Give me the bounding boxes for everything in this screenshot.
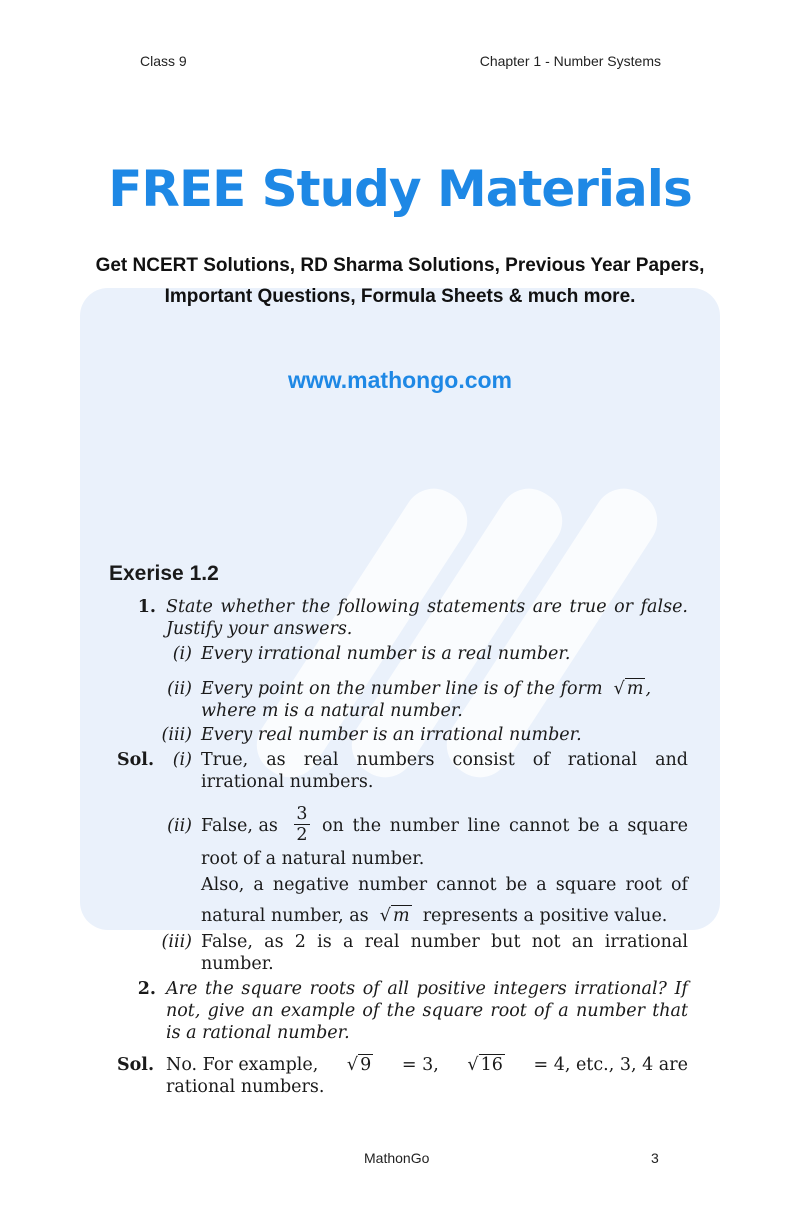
sqrt-9-radicand: 9 [360, 1055, 372, 1075]
header-class-label: Class 9 [140, 53, 187, 69]
q1-part-ii-label: (ii) [167, 679, 192, 699]
sqrt-m-radicand: m [626, 679, 644, 699]
q1-part-iii-label: (iii) [161, 725, 192, 745]
sol1-part-ii-post: on the number line cannot be a square [322, 816, 688, 836]
question-1-line1: State whether the following statements are true or false. [166, 597, 688, 617]
q1-part-ii-text: Every point on the number line is of the form √ m , [201, 679, 652, 699]
question-2-line1: Are the square roots of all positive integers irrational? If [166, 979, 688, 999]
promo-subtitle-line1: Get NCERT Solutions, RD Sharma Solutions, Previous Year Papers, [95, 255, 705, 276]
sol1-part-i-label: (i) [172, 750, 192, 770]
sol1-part-i-line1: True, as real numbers consist of rational and [201, 750, 688, 770]
fraction-denominator: 2 [296, 825, 308, 845]
sol1-part-iii-line2: number. [201, 954, 274, 974]
sol1-part-ii-label: (ii) [167, 816, 192, 836]
sol2-line2: rational numbers. [166, 1077, 325, 1097]
question-1-line2: Justify your answers. [166, 619, 353, 639]
question-1-number: 1. [137, 597, 156, 617]
footer-brand: MathonGo [364, 1150, 430, 1166]
sol2-line1: No. For example, √ 9 = 3, √ 16 = 4, etc., 3, 4 are [166, 1055, 688, 1075]
solution-1-label: Sol. [117, 750, 155, 770]
sol1-part-ii-pre: False, as [201, 816, 278, 836]
fraction-numerator: 3 [294, 804, 310, 825]
question-2-line3: is a rational number. [166, 1023, 350, 1043]
q1-part-i-text: Every irrational number is a real number. [201, 644, 571, 664]
sol1-part-ii-line2: root of a natural number. [201, 849, 425, 869]
sol1-part-ii-line4: natural number, as √ m represents a positive value. [201, 906, 668, 926]
q1-part-ii-line2: where m is a natural number. [201, 701, 463, 721]
sol1-part-i-line2: irrational numbers. [201, 772, 374, 792]
sqrt-16-radicand: 16 [480, 1055, 503, 1075]
promo-subtitle-line2: Important Questions, Formula Sheets & much more. [164, 286, 636, 307]
header-chapter-label: Chapter 1 - Number Systems [479, 53, 661, 69]
question-2-line2: not, give an example of the square root of a number that [166, 1001, 688, 1021]
sol1-part-ii-line3: Also, a negative number cannot be a square root of [201, 875, 688, 895]
footer-page-number: 3 [651, 1150, 659, 1166]
q1-part-iii-text: Every real number is an irrational number. [201, 725, 582, 745]
question-2-number: 2. [137, 979, 156, 999]
promo-title: FREE Study Materials [108, 160, 692, 218]
exercise-heading: Exerise 1.2 [109, 562, 219, 585]
solution-2-label: Sol. [117, 1055, 155, 1075]
sol1-part-iii-line1: False, as 2 is a real number but not an irrational [201, 932, 688, 952]
q1-part-i-label: (i) [172, 644, 192, 664]
promo-url-link[interactable]: www.mathongo.com [287, 367, 513, 393]
sol1-part-iii-label: (iii) [161, 932, 192, 952]
fraction-3-over-2 [294, 804, 310, 845]
